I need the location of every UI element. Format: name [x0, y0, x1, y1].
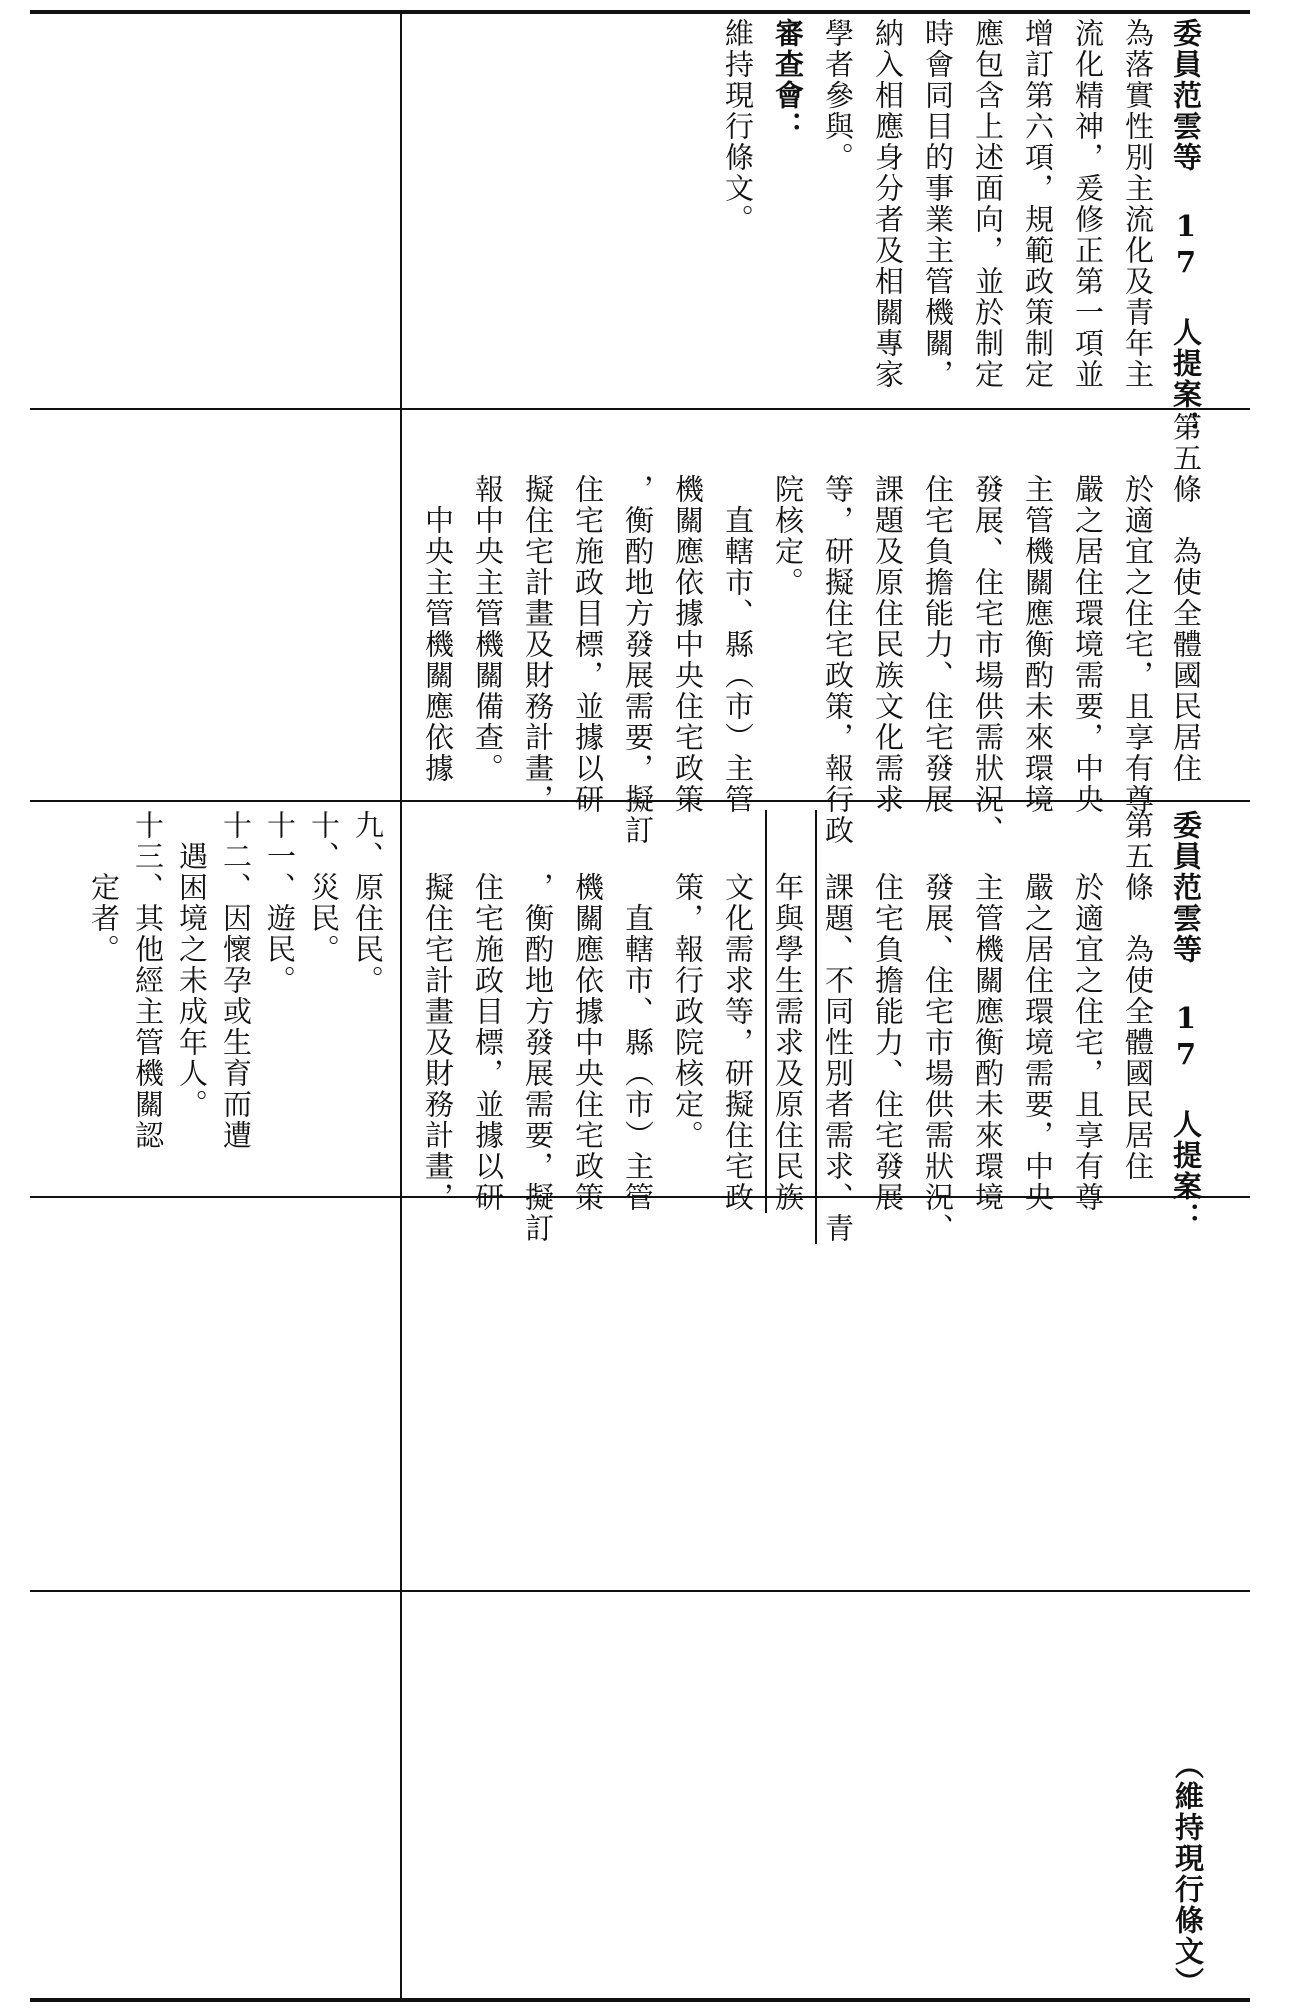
table-top-rule: [30, 10, 1250, 14]
proposal-line: 於適宜之住宅，且享有尊: [1071, 810, 1105, 1213]
current-law-line: 主管機關應衡酌未來環境: [1021, 412, 1055, 815]
proposal-line-amended: 課題、不同性別者需求、青: [821, 810, 855, 1244]
law-item-line: 九、原住民。: [351, 810, 385, 996]
proposal-line-amended: 年與學生需求及原住民族: [771, 810, 805, 1213]
review-header: 審查會：: [771, 18, 805, 142]
current-law-line: 直轄市、縣（市）主管: [721, 412, 755, 815]
proposal-line: 發展、住宅市場供需狀況、: [921, 810, 955, 1244]
current-law-line: 住宅負擔能力、住宅發展: [921, 412, 955, 815]
current-law-line: 第五條 為使全體國民居住: [1169, 412, 1203, 784]
proposal-line: 機關應依據中央住宅政策: [571, 810, 605, 1213]
cell-current-law-items: [36, 810, 396, 1190]
law-item-line: 定者。: [87, 810, 121, 965]
current-law-line: 住宅施政目標，並據以研: [571, 412, 605, 815]
law-item-line: 十二、因懷孕或生育而遭: [219, 810, 253, 1151]
cell-proposal-fan-yun: [406, 810, 1246, 1244]
proposal-line: 策，報行政院核定。: [671, 810, 705, 1151]
current-law-line: 中央主管機關應依據: [421, 412, 455, 784]
table-column-divider: [400, 10, 402, 2000]
law-item-line: 十一、遊民。: [263, 810, 297, 996]
explanation-header: 委員范雲等 17 人提案：: [1169, 18, 1203, 441]
explanation-line: 時會同目的事業主管機關，: [921, 18, 955, 390]
table-row-divider: [30, 408, 1250, 410]
proposal-line: 主管機關應衡酌未來環境: [971, 810, 1005, 1213]
current-law-line: 機關應依據中央住宅政策: [671, 412, 705, 815]
current-law-line: 擬住宅計畫及財務計畫，: [521, 412, 555, 815]
current-law-line: 發展、住宅市場供需狀況、: [971, 412, 1005, 846]
cell-maintain-current: [406, 1600, 1246, 1998]
table-row-divider: [30, 1590, 1250, 1592]
proposal-line: ，衡酌地方發展需要，擬訂: [521, 810, 555, 1244]
explanation-line: 為落實性別主流化及青年主: [1121, 18, 1155, 390]
current-law-line: ，衡酌地方發展需要，擬訂: [621, 412, 655, 846]
current-law-line: 課題及原住民族文化需求: [871, 412, 905, 815]
table-bottom-rule: [30, 1998, 1250, 2002]
explanation-line: 流化精神，爰修正第一項並: [1071, 18, 1105, 390]
proposal-line: 住宅施政目標，並據以研: [471, 810, 505, 1213]
proposal-header: 委員范雲等 17 人提案：: [1169, 810, 1203, 1233]
explanation-line: 增訂第六項，規範政策制定: [1021, 18, 1055, 390]
current-law-line: 報中央主管機關備查。: [471, 412, 505, 784]
cell-explanation: [406, 18, 1246, 441]
explanation-line: 納入相應身分者及相關專家: [871, 18, 905, 390]
current-law-line: 嚴之居住環境需要，中央: [1071, 412, 1105, 815]
current-law-line: 等，研擬住宅政策，報行政: [821, 412, 855, 846]
proposal-line: 擬住宅計畫及財務計畫，: [421, 810, 455, 1213]
law-item-line: 遇困境之未成年人。: [175, 810, 209, 1120]
proposal-line: 直轄市、縣（市）主管: [621, 810, 655, 1213]
proposal-line: 文化需求等，研擬住宅政: [721, 810, 755, 1213]
review-text: 維持現行條文。: [721, 18, 755, 235]
maintain-current-text: （維持現行條文）: [1171, 1750, 1205, 1998]
current-law-line: 於適宜之住宅，且享有尊: [1121, 412, 1155, 815]
current-law-line: 院核定。: [771, 412, 805, 598]
proposal-line: 嚴之居住環境需要，中央: [1021, 810, 1055, 1213]
cell-current-law-text: [406, 412, 1246, 846]
explanation-line: 學者參與。: [821, 18, 855, 173]
law-item-line: 十、災民。: [307, 810, 341, 965]
law-item-line: 十三、其他經主管機關認: [131, 810, 165, 1151]
proposal-line: 住宅負擔能力、住宅發展: [871, 810, 905, 1213]
proposal-line: 第五條 為使全體國民居住: [1121, 810, 1155, 1182]
explanation-line: 應包含上述面向，並於制定: [971, 18, 1005, 390]
